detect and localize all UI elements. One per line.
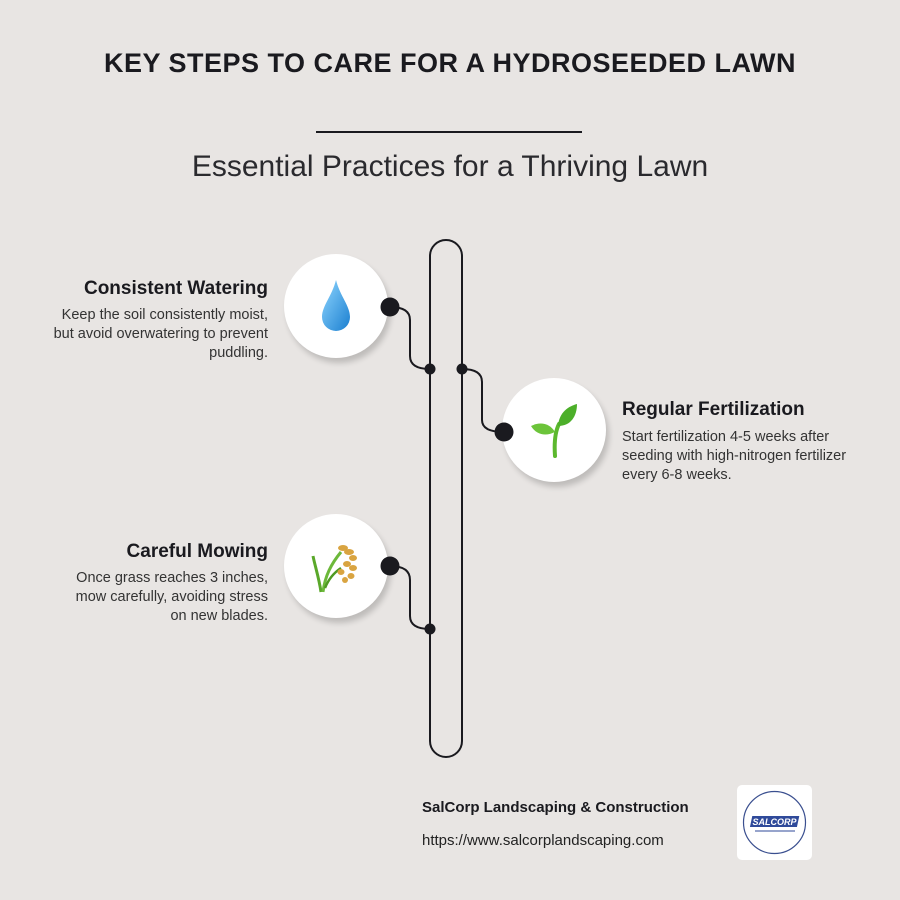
step-icon-circle (502, 378, 606, 482)
logo-emblem (737, 785, 812, 860)
step-title: Regular Fertilization (622, 399, 805, 420)
step-anchor-dot (379, 555, 401, 577)
company-url[interactable]: https://www.salcorplandscaping.com (422, 832, 664, 849)
junction-dot (425, 364, 436, 375)
company-logo (737, 785, 812, 860)
step-anchor-dot (379, 296, 401, 318)
step-description: Keep the soil consistently moist, but avoid overwatering to prevent puddling. (53, 307, 268, 361)
junction-dot (425, 624, 436, 635)
seedling-icon (529, 402, 579, 458)
step-description: Once grass reaches 3 inches, mow carefully, avoiding stress on new blades. (75, 570, 268, 624)
step-icon-circle (284, 514, 388, 618)
water-drop-icon (316, 278, 356, 334)
step-icon-circle (284, 254, 388, 358)
grain-stalk-icon (311, 538, 361, 594)
step-anchor-dot (493, 421, 515, 443)
junction-dot (457, 364, 468, 375)
page-subtitle: Essential Practices for a Thriving Lawn (191, 150, 709, 183)
timeline-track (430, 240, 462, 757)
step-description: Start fertilization 4-5 weeks after seeding with high-nitrogen fertilizer every 6-8 weeks. (622, 429, 847, 483)
step-title: Consistent Watering (83, 278, 268, 299)
step-title: Careful Mowing (126, 541, 268, 562)
svg-text:SALCORP: SALCORP (752, 817, 797, 827)
page-title: KEY STEPS TO CARE FOR A HYDROSEEDED LAWN (103, 48, 797, 78)
company-name: SalCorp Landscaping & Construction (422, 799, 689, 816)
